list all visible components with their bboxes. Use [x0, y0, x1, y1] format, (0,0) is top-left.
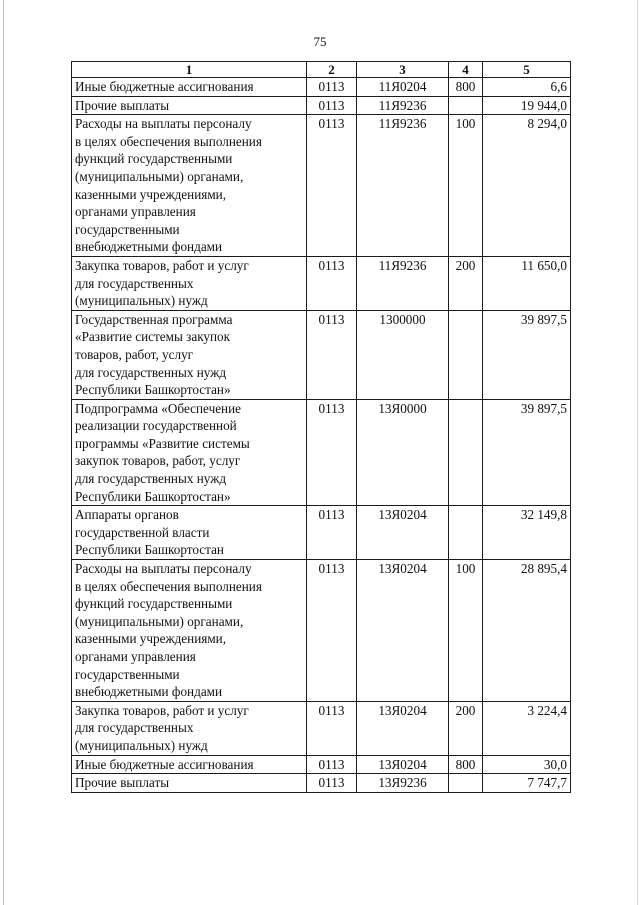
scan-edge-left — [3, 0, 4, 905]
cell-section: 0113 — [307, 78, 357, 97]
cell-amount: 8 294,0 — [483, 115, 571, 257]
cell-amount: 30,0 — [483, 755, 571, 774]
cell-expense-kind — [449, 399, 483, 506]
cell-section: 0113 — [307, 560, 357, 702]
cell-target-code: 11Я9236 — [357, 96, 449, 115]
cell-name: Иные бюджетные ассигнования — [72, 755, 307, 774]
cell-target-code: 11Я9236 — [357, 115, 449, 257]
cell-amount: 32 149,8 — [483, 506, 571, 560]
cell-expense-kind — [449, 310, 483, 399]
cell-expense-kind: 200 — [449, 701, 483, 755]
cell-expense-kind: 800 — [449, 755, 483, 774]
cell-name: Иные бюджетные ассигнования — [72, 78, 307, 97]
cell-amount: 19 944,0 — [483, 96, 571, 115]
cell-amount: 7 747,7 — [483, 774, 571, 793]
table-row — [72, 774, 571, 793]
cell-section: 0113 — [307, 399, 357, 506]
cell-section: 0113 — [307, 310, 357, 399]
page-number: 75 — [313, 34, 327, 49]
cell-expense-kind: 100 — [449, 560, 483, 702]
cell-target-code: 1300000 — [357, 310, 449, 399]
header-col-2: 2 — [307, 62, 357, 78]
cell-name: Аппараты органов государственной власти Республики Башкортостан — [72, 506, 307, 560]
cell-target-code: 13Я0204 — [357, 701, 449, 755]
cell-amount: 6,6 — [483, 78, 571, 97]
cell-section: 0113 — [307, 96, 357, 115]
cell-name: Прочие выплаты — [72, 774, 307, 793]
cell-expense-kind: 800 — [449, 78, 483, 97]
table-body — [72, 78, 571, 793]
header-col-1: 1 — [72, 62, 307, 78]
table-row — [72, 506, 571, 560]
cell-section: 0113 — [307, 701, 357, 755]
cell-target-code: 11Я9236 — [357, 256, 449, 310]
table-header — [72, 62, 571, 78]
table-row — [72, 256, 571, 310]
cell-name: Расходы на выплаты персоналу в целях обеспечения выполнения функций государственными (муниципальными) органами, казенными учреждениями, органами управления государственными внебюджетными фондами — [72, 560, 307, 702]
cell-expense-kind: 200 — [449, 256, 483, 310]
cell-amount: 11 650,0 — [483, 256, 571, 310]
cell-section: 0113 — [307, 506, 357, 560]
cell-section: 0113 — [307, 115, 357, 257]
cell-amount: 39 897,5 — [483, 310, 571, 399]
budget-table — [71, 61, 571, 793]
cell-target-code: 13Я0000 — [357, 399, 449, 506]
cell-target-code: 13Я0204 — [357, 755, 449, 774]
cell-section: 0113 — [307, 774, 357, 793]
cell-expense-kind — [449, 774, 483, 793]
cell-target-code: 11Я0204 — [357, 78, 449, 97]
table-row — [72, 399, 571, 506]
cell-section: 0113 — [307, 755, 357, 774]
cell-target-code: 13Я0204 — [357, 506, 449, 560]
cell-target-code: 13Я0204 — [357, 560, 449, 702]
cell-expense-kind — [449, 96, 483, 115]
cell-amount: 3 224,4 — [483, 701, 571, 755]
cell-amount: 28 895,4 — [483, 560, 571, 702]
cell-amount: 39 897,5 — [483, 399, 571, 506]
cell-name: Подпрограмма «Обеспечение реализации государственной программы «Развитие системы закупок товаров, работ, услуг для государственных нужд Республики Башкортостан» — [72, 399, 307, 506]
cell-target-code: 13Я9236 — [357, 774, 449, 793]
scan-edge-right — [637, 0, 638, 905]
cell-section: 0113 — [307, 256, 357, 310]
cell-name: Государственная программа «Развитие системы закупок товаров, работ, услуг для государственных нужд Республики Башкортостан» — [72, 310, 307, 399]
cell-name: Закупка товаров, работ и услуг для государственных (муниципальных) нужд — [72, 256, 307, 310]
table-row — [72, 96, 571, 115]
table-row — [72, 701, 571, 755]
cell-name: Расходы на выплаты персоналу в целях обеспечения выполнения функций государственными (муниципальными) органами, казенными учреждениями, органами управления государственными внебюджетными фондами — [72, 115, 307, 257]
cell-name: Закупка товаров, работ и услуг для государственных (муниципальных) нужд — [72, 701, 307, 755]
header-col-4: 4 — [449, 62, 483, 78]
table-row — [72, 755, 571, 774]
header-row — [72, 62, 571, 78]
cell-name: Прочие выплаты — [72, 96, 307, 115]
header-col-3: 3 — [357, 62, 449, 78]
table-row — [72, 115, 571, 257]
cell-expense-kind: 100 — [449, 115, 483, 257]
table-row — [72, 560, 571, 702]
table-row — [72, 310, 571, 399]
header-col-5: 5 — [483, 62, 571, 78]
table-row — [72, 78, 571, 97]
cell-expense-kind — [449, 506, 483, 560]
